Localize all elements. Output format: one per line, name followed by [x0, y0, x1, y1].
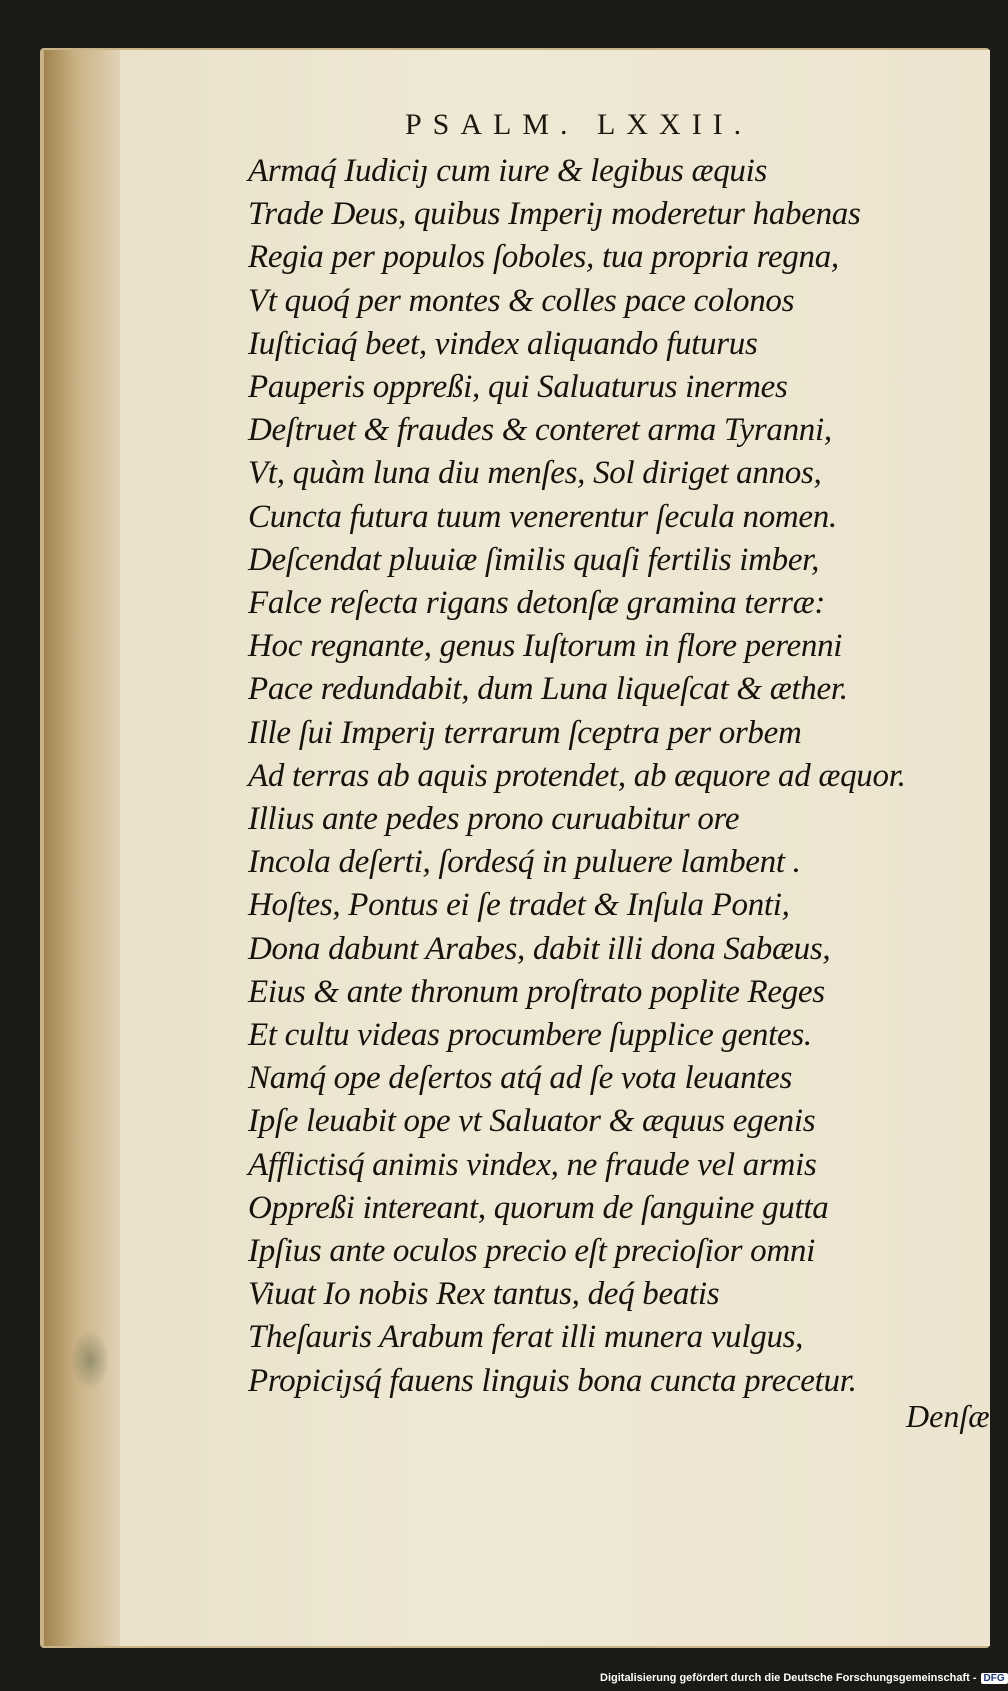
verse-line: Afflictisq́ animis vindex, ne fraude vel armis: [248, 1146, 817, 1183]
page-stain: [70, 1330, 110, 1390]
verse-line: Trade Deus, quibus Imperiȷ moderetur habenas: [248, 196, 861, 233]
digitization-credit: [600, 1672, 1008, 1684]
verse-line: Illius ante pedes prono curuabitur ore: [248, 801, 740, 838]
verse-line: Hoſtes, Pontus ei ſe tradet & Inſula Ponti,: [248, 887, 790, 924]
dfg-logo: DFG: [981, 1673, 1008, 1684]
verse-line: Ipſius ante oculos precio eſt precioſior omni: [248, 1233, 815, 1270]
verse-line: Ipſe leuabit ope vt Saluator & æquus egenis: [248, 1103, 816, 1140]
credit-text: Digitalisierung gefördert durch die Deutsche Forschungsgemeinschaft -: [600, 1672, 977, 1684]
verse-line: Cuncta futura tuum venerentur ſecula nomen.: [248, 498, 837, 535]
verse-line: Vt, quàm luna diu menſes, Sol diriget annos,: [248, 455, 822, 492]
verse-line: Regia per populos ſoboles, tua propria regna,: [248, 239, 839, 276]
verse-line: Hoc regnante, genus Iuſtorum in flore perenni: [248, 628, 843, 665]
verse-line: Namq́ ope deſertos atq́ ad ſe vota leuantes: [248, 1060, 793, 1097]
verse-line: Vt quoq́ per montes & colles pace colonos: [248, 282, 795, 319]
verse-line: Deſtruet & fraudes & conteret arma Tyranni,: [248, 412, 832, 449]
verse-line: Iuſticiaq́ beet, vindex aliquando futurus: [248, 325, 758, 362]
verse-line: Viuat Io nobis Rex tantus, deq́ beatis: [248, 1276, 720, 1313]
verse-line: Deſcendat pluuiæ ſimilis quaſi fertilis imber,: [248, 541, 820, 578]
verse-line: Falce reſecta rigans detonſæ gramina terræ:: [248, 585, 826, 622]
verse-line: Incola deſerti, ſordesq́ in puluere lambent .: [248, 844, 801, 881]
verse-block: [248, 150, 948, 1403]
verse-line: Theſauris Arabum ferat illi munera vulgus,: [248, 1319, 804, 1356]
verse-line: Pauperis oppreßi, qui Saluaturus inermes: [248, 369, 788, 406]
verse-line: Propiciȷsq́ fauens linguis bona cuncta precetur.: [248, 1362, 857, 1399]
running-header: PSALM. LXXII.: [405, 108, 753, 141]
verse-line: Ille ſui Imperiȷ terrarum ſceptra per orbem: [248, 714, 802, 751]
verse-line: Et cultu videas procumbere ſupplice gentes.: [248, 1017, 812, 1054]
verse-line: Dona dabunt Arabes, dabit illi dona Sabæus,: [248, 930, 831, 967]
verse-line: Eius & ante thronum proſtrato poplite Reges: [248, 973, 825, 1010]
verse-line: Oppreßi intereant, quorum de ſanguine gutta: [248, 1189, 829, 1226]
catchword: Denſæ: [906, 1398, 990, 1434]
verse-line: Armaq́ Iudiciȷ cum iure & legibus æquis: [248, 153, 768, 189]
verse-line: Pace redundabit, dum Luna liqueſcat & æther.: [248, 671, 848, 708]
verse-line: Ad terras ab aquis protendet, ab æquore ad æquor.: [248, 757, 906, 794]
